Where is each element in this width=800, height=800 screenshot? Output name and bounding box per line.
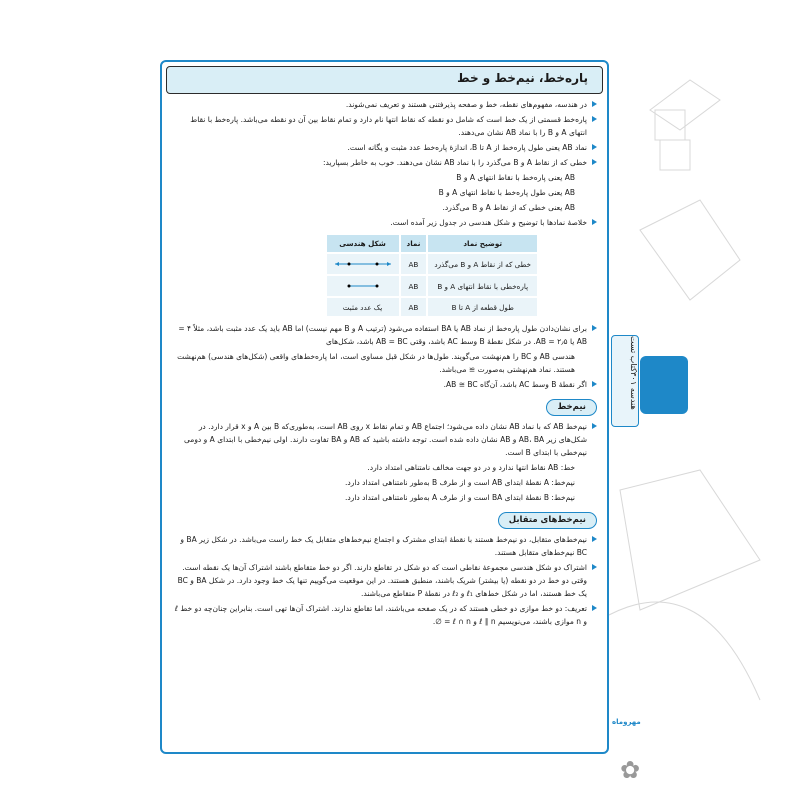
table-row [327,298,538,316]
paragraph-text: اشتراک دو شکل هندسی مجموعهٔ نقاطی است که دو شکل در تقاطع دارند. اگر دو خط متقاطع باشند اشتراک آن‌ها یک نقطه است. وقتی دو خط در دو نقطه (یا بیشتر) شریک باشند، منطبق هستند. در این موقعیت می‌گوییم تنها یک خط وجود دارد. در شکل BA و BC یک خط هستند، اما در شکل خط‌های ℓ₁ و ℓ₂ در نقطهٔ P متقاطع می‌باشند. [177,563,587,598]
remember-line: AB یعنی طول پاره‌خط با نقاط انتهای A و B [438,188,575,197]
bullet-icon [592,219,597,225]
page-title-bar [166,66,603,94]
page-content [172,98,597,630]
definition-paragraph [172,602,597,628]
ray-row: نیم‌خط: A نقطهٔ ابتدای AB است و از طرف B به‌طور نامتناهی امتداد دارد. [344,478,575,487]
paragraph-text: اگر نقطهٔ B وسط AC باشد، آن‌گاه AB ≅ BC. [443,380,587,389]
side-tab-book: کتاب تست [629,336,638,372]
table-header: توضیح نماد [428,235,537,252]
side-tab [611,335,639,427]
paragraph [172,322,597,348]
bullet-icon [592,144,597,150]
paragraph [172,98,597,111]
bullet-icon [592,423,597,429]
table-row [327,254,538,274]
paragraph-text: خلاصهٔ نمادها با توضیح و شکل هندسی در جدول زیر آمده است. [390,218,587,227]
remember-line: AB یعنی پاره‌خط با نقاط انتهای A و B [456,173,575,182]
paragraph [172,141,597,154]
paragraph [172,216,597,229]
segment-figure [327,276,399,296]
remember-line: AB یعنی خطی که از نقاط A و B می‌گذرد. [442,203,575,212]
paragraph-text: در هندسه، مفهوم‌های نقطه، خط و صفحه پذیرفتنی هستند و تعریف نمی‌شوند. [345,100,587,109]
publisher-logo: مهروماه [612,718,641,726]
paragraph [172,420,597,459]
paragraph [172,113,597,139]
bullet-icon [592,101,597,107]
segment-diagram-icon [333,278,393,290]
symbol-table [325,233,540,318]
paragraph-text: برای نشان‌دادن طول پاره‌خط از نماد AB یا BA استفاده می‌شود (ترتیب A و B مهم نیست) اما AB باید یک عدد مثبت باشد، مثلاً ۴ = AB یا ۲٫۵ = AB. در شکل نقطهٔ B وسط AC باشد، وقتی AB = BC باشد، شکل‌های [178,324,587,346]
table-cell: AB [401,298,427,316]
bullet-icon [592,536,597,542]
paragraph-text: نماد AB یعنی طول پاره‌خط از A تا B، اندازهٔ پاره‌خط عدد مثبت و یگانه است. [347,143,587,152]
bullet-icon [592,325,597,331]
line-figure [327,254,399,274]
paragraph-text: هندسی AB و BC را هم‌نهشت می‌گویند. طول‌ها در شکل قبل مساوی است، اما پاره‌خط‌های واقعی (شکل‌های هندسی) هم‌نهشت هستند. نماد هم‌نهشتی به‌صورت ≅ می‌باشد. [177,352,575,374]
bullet-icon [592,381,597,387]
table-row [327,276,538,296]
blue-tab-marker [640,356,688,414]
bullet-icon [592,116,597,122]
bullet-icon [592,159,597,165]
table-header: نماد [401,235,427,252]
document-page [160,60,609,754]
paragraph-text: تعریف: دو خط موازی دو خطی هستند که در یک صفحه می‌باشند، اما تقاطع ندارند. اشتراک آن‌ها تهی است. بنابراین چنان‌چه دو خط ℓ و n موازی باشند، می‌نویسیم ℓ ∥ n و ℓ ∩ n = ∅. [174,604,587,626]
ray-row: نیم‌خط: B نقطهٔ ابتدای BA است و از طرف A به‌طور نامتناهی امتداد دارد. [344,493,575,502]
table-cell: طول قطعه از A تا B [428,298,537,316]
paragraph [172,156,597,169]
page-title: پاره‌خط، نیم‌خط و خط [457,71,588,85]
table-cell: AB [401,276,427,296]
table-cell: یک عدد مثبت [327,298,399,316]
bullet-icon [592,564,597,570]
table-cell: خطی که از نقاط A و B می‌گذرد [428,254,537,274]
paragraph [172,378,597,391]
table-cell: پاره‌خطی با نقاط انتهای A و B [428,276,537,296]
paragraph-text: نیم‌خط AB که با نماد AB نشان داده می‌شود؛ اجتماع AB و تمام نقاط x روی AB است، به‌طوری‌که B بین A و x قرار دارد. در شکل‌های زیر AB، BA و AB نشان داده شده است. توجه داشته باشید که AB و BA تفاوت دارند. اولی نیم‌خطی با ابتدای A و دومی نیم‌خطی با ابتدای B است. [184,422,587,457]
butterfly-icon: ✿ [620,756,641,784]
section-heading-opposite-rays: نیم‌خط‌های متقابل [498,512,597,529]
side-tab-page-number: ۳۰ [629,371,638,381]
side-tab-subject: هندسه ۱ [629,380,638,410]
table-cell: AB [401,254,427,274]
section-heading-ray: نیم‌خط [546,399,597,416]
table-header: شکل هندسی [327,235,399,252]
ray-row: خط: AB نقاط انتها ندارد و در دو جهت مخالف نامتناهی امتداد دارد. [367,463,575,472]
paragraph [172,533,597,559]
bullet-icon [592,605,597,611]
paragraph-text: نیم‌خط‌های متقابل، دو نیم‌خط هستند با نقطهٔ ابتدای مشترک و اجتماع نیم‌خط‌های متقابل یک خط راست می‌باشد. در شکل زیر BA و BC نیم‌خط‌های متقابل هستند. [180,535,587,557]
paragraph-text: خطی که از نقاط A و B می‌گذرد را با نماد AB نشان می‌دهند. خوب به خاطر بسپارید: [323,158,587,167]
line-diagram-icon [333,256,393,268]
paragraph [172,561,597,600]
paragraph-text: پاره‌خط قسمتی از یک خط است که شامل دو نقطه که نقاط انتها نام دارد و تمام نقاط بین آن دو نقطه می‌باشد. پاره‌خط با نقاط انتهای A و B را با نماد AB نشان می‌دهند. [190,115,587,137]
